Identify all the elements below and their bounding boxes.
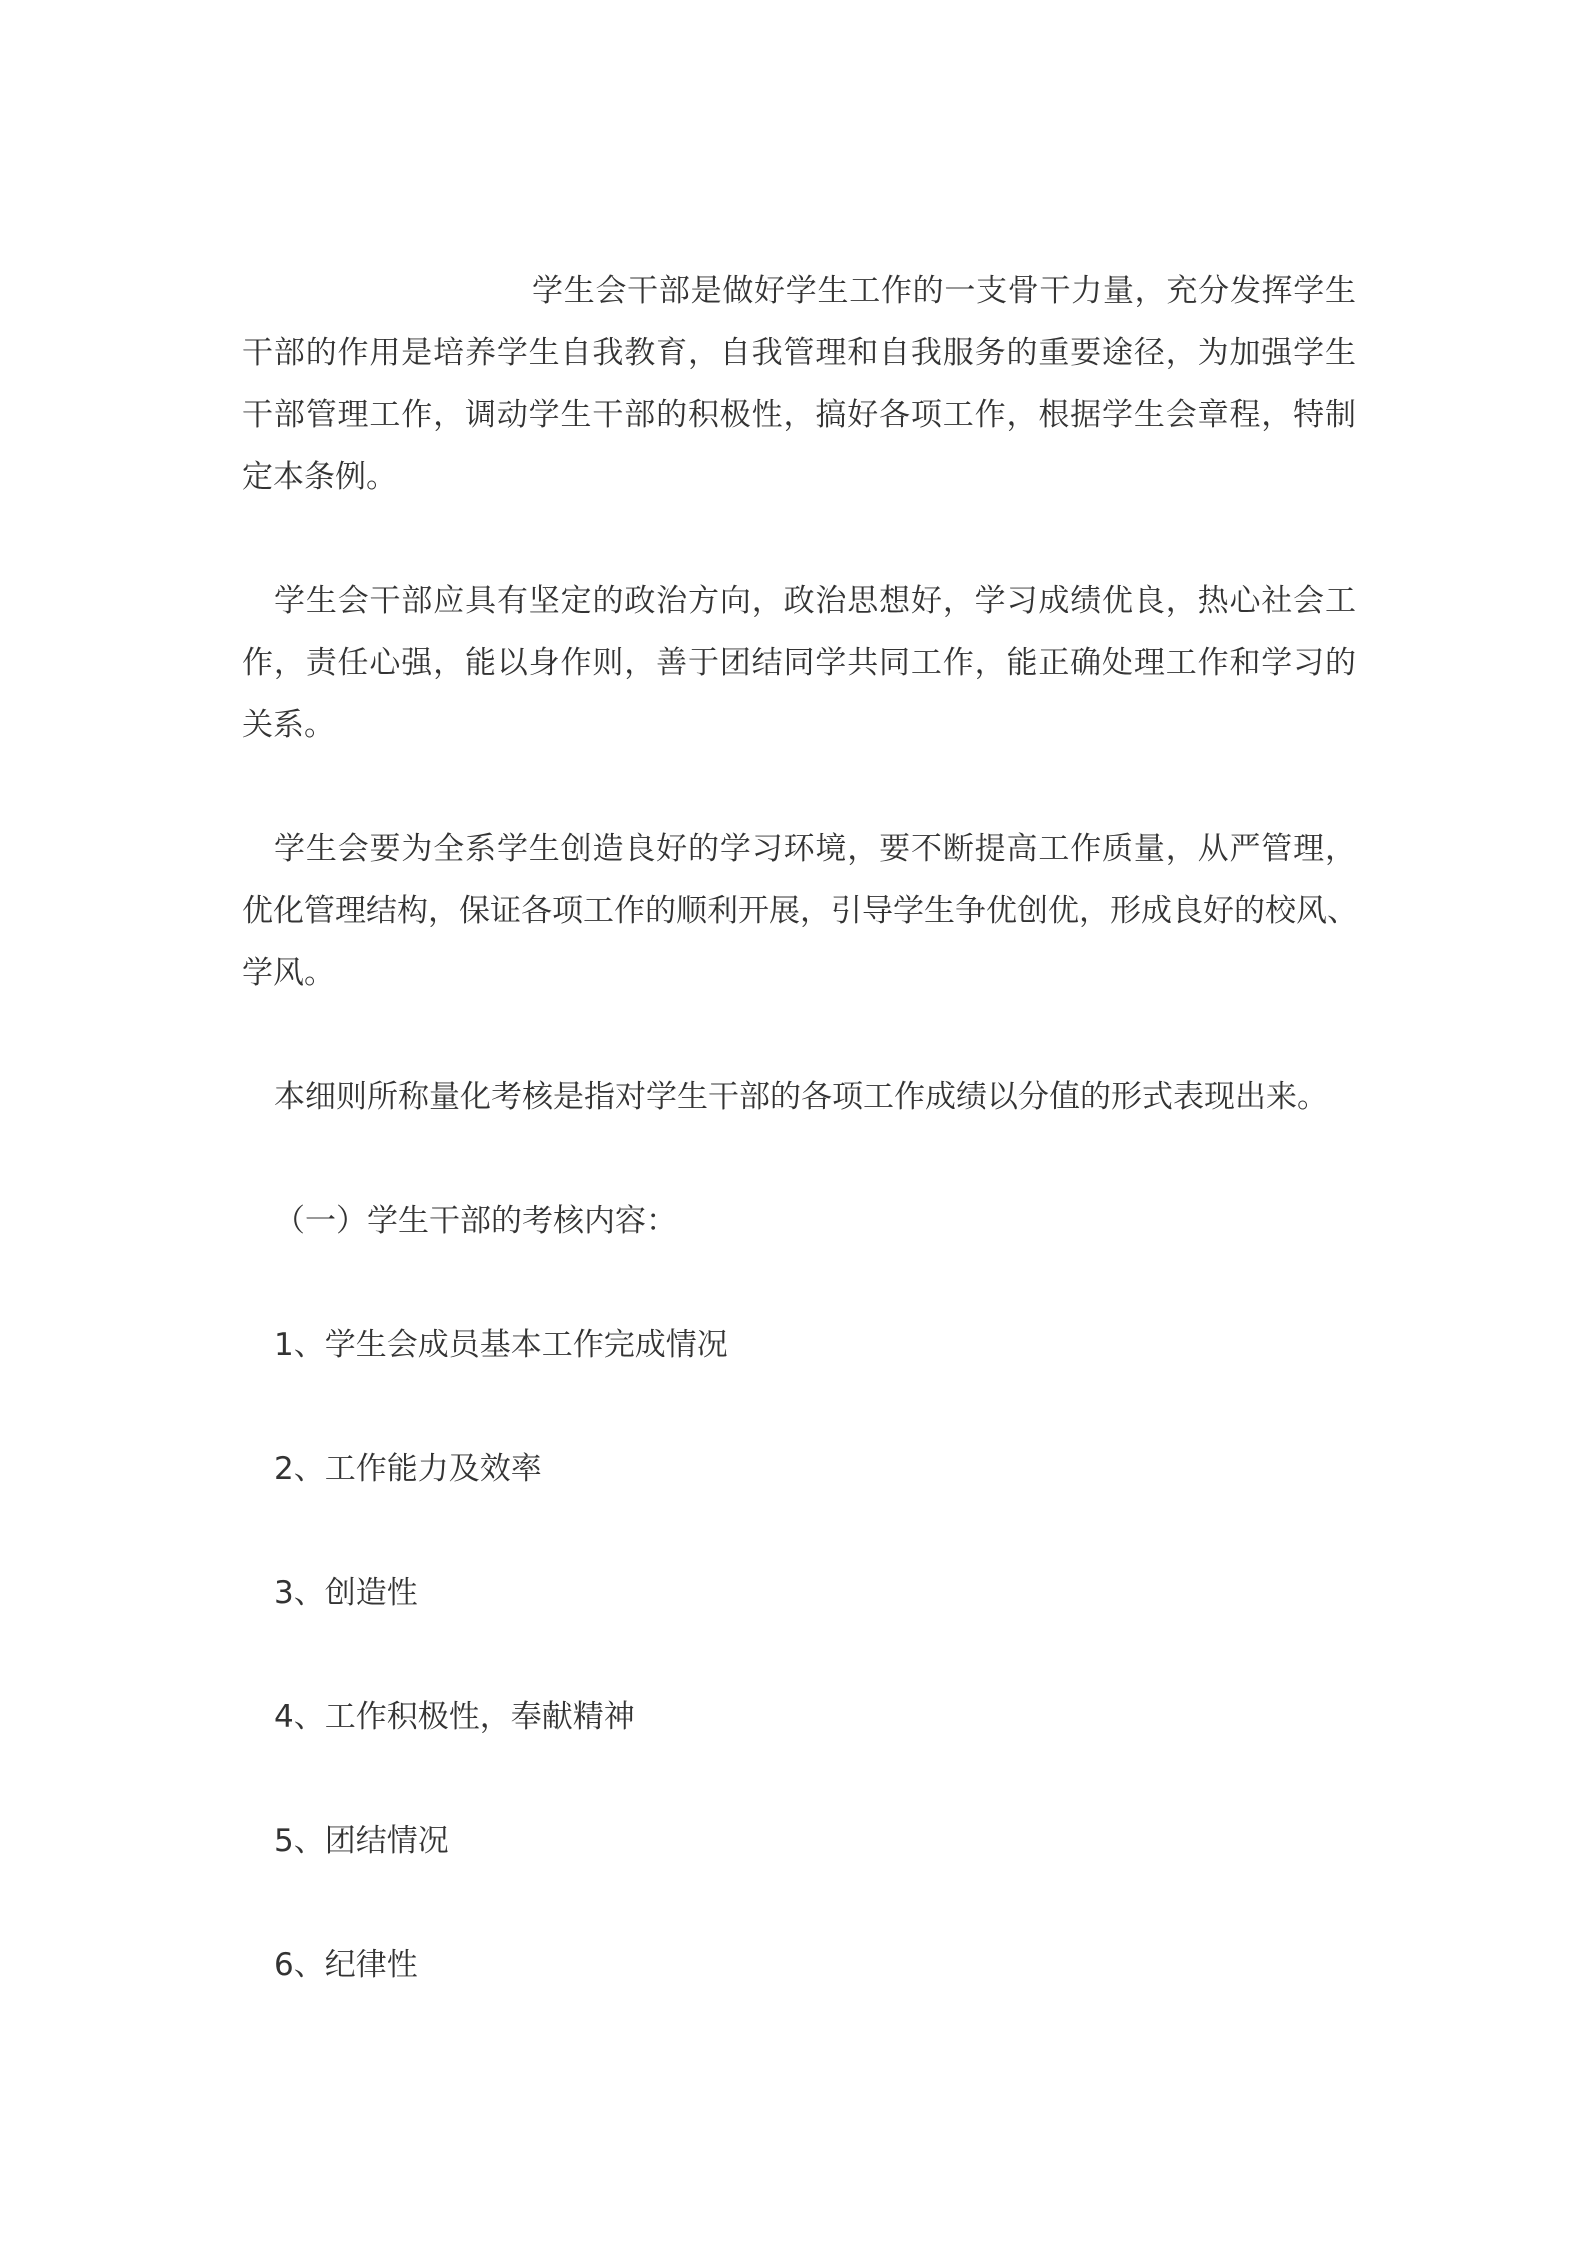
text-line: 3、创造性 [274, 1575, 418, 1611]
text-line: 学生会干部应具有坚定的政治方向，政治思想好，学习成绩优良，热心社会工 [274, 583, 1356, 619]
text-line: 5、团结情况 [274, 1823, 449, 1859]
text-line: 学生会干部是做好学生工作的一支骨干力量，充分发挥学生 [532, 273, 1356, 309]
list-item [242, 1810, 1356, 1872]
text-line: 干部管理工作，调动学生干部的积极性，搞好各项工作，根据学生会章程，特制 [242, 397, 1356, 433]
text-line: 4、工作积极性，奉献精神 [274, 1699, 635, 1735]
list-item [242, 1934, 1356, 1996]
text-line: 学生会要为全系学生创造良好的学习环境，要不断提高工作质量，从严管理， [274, 831, 1356, 867]
paragraph-environment [242, 818, 1356, 1004]
text-line: 关系。 [242, 707, 335, 743]
text-line: 优化管理结构，保证各项工作的顺利开展，引导学生争优创优，形成良好的校风、 [242, 893, 1358, 929]
text-line: 定本条例。 [242, 459, 397, 495]
list-item [242, 1314, 1356, 1376]
paragraph-definition [242, 1066, 1356, 1128]
text-line: （一）学生干部的考核内容： [274, 1203, 677, 1239]
paragraph-purpose [242, 260, 1356, 508]
text-line: 本细则所称量化考核是指对学生干部的各项工作成绩以分值的形式表现出来。 [274, 1079, 1328, 1115]
text-line: 作，责任心强，能以身作则，善于团结同学共同工作，能正确处理工作和学习的 [242, 645, 1356, 681]
text-line: 1、学生会成员基本工作完成情况 [274, 1327, 728, 1363]
text-line: 2、工作能力及效率 [274, 1451, 542, 1487]
paragraph-requirements [242, 570, 1356, 756]
text-line: 干部的作用是培养学生自我教育，自我管理和自我服务的重要途径，为加强学生 [242, 335, 1356, 371]
section-heading [242, 1190, 1356, 1252]
text-line: 6、纪律性 [274, 1947, 418, 1983]
document-body [242, 260, 1356, 2058]
list-item [242, 1686, 1356, 1748]
list-item [242, 1562, 1356, 1624]
list-item [242, 1438, 1356, 1500]
text-line: 学风。 [242, 955, 335, 991]
